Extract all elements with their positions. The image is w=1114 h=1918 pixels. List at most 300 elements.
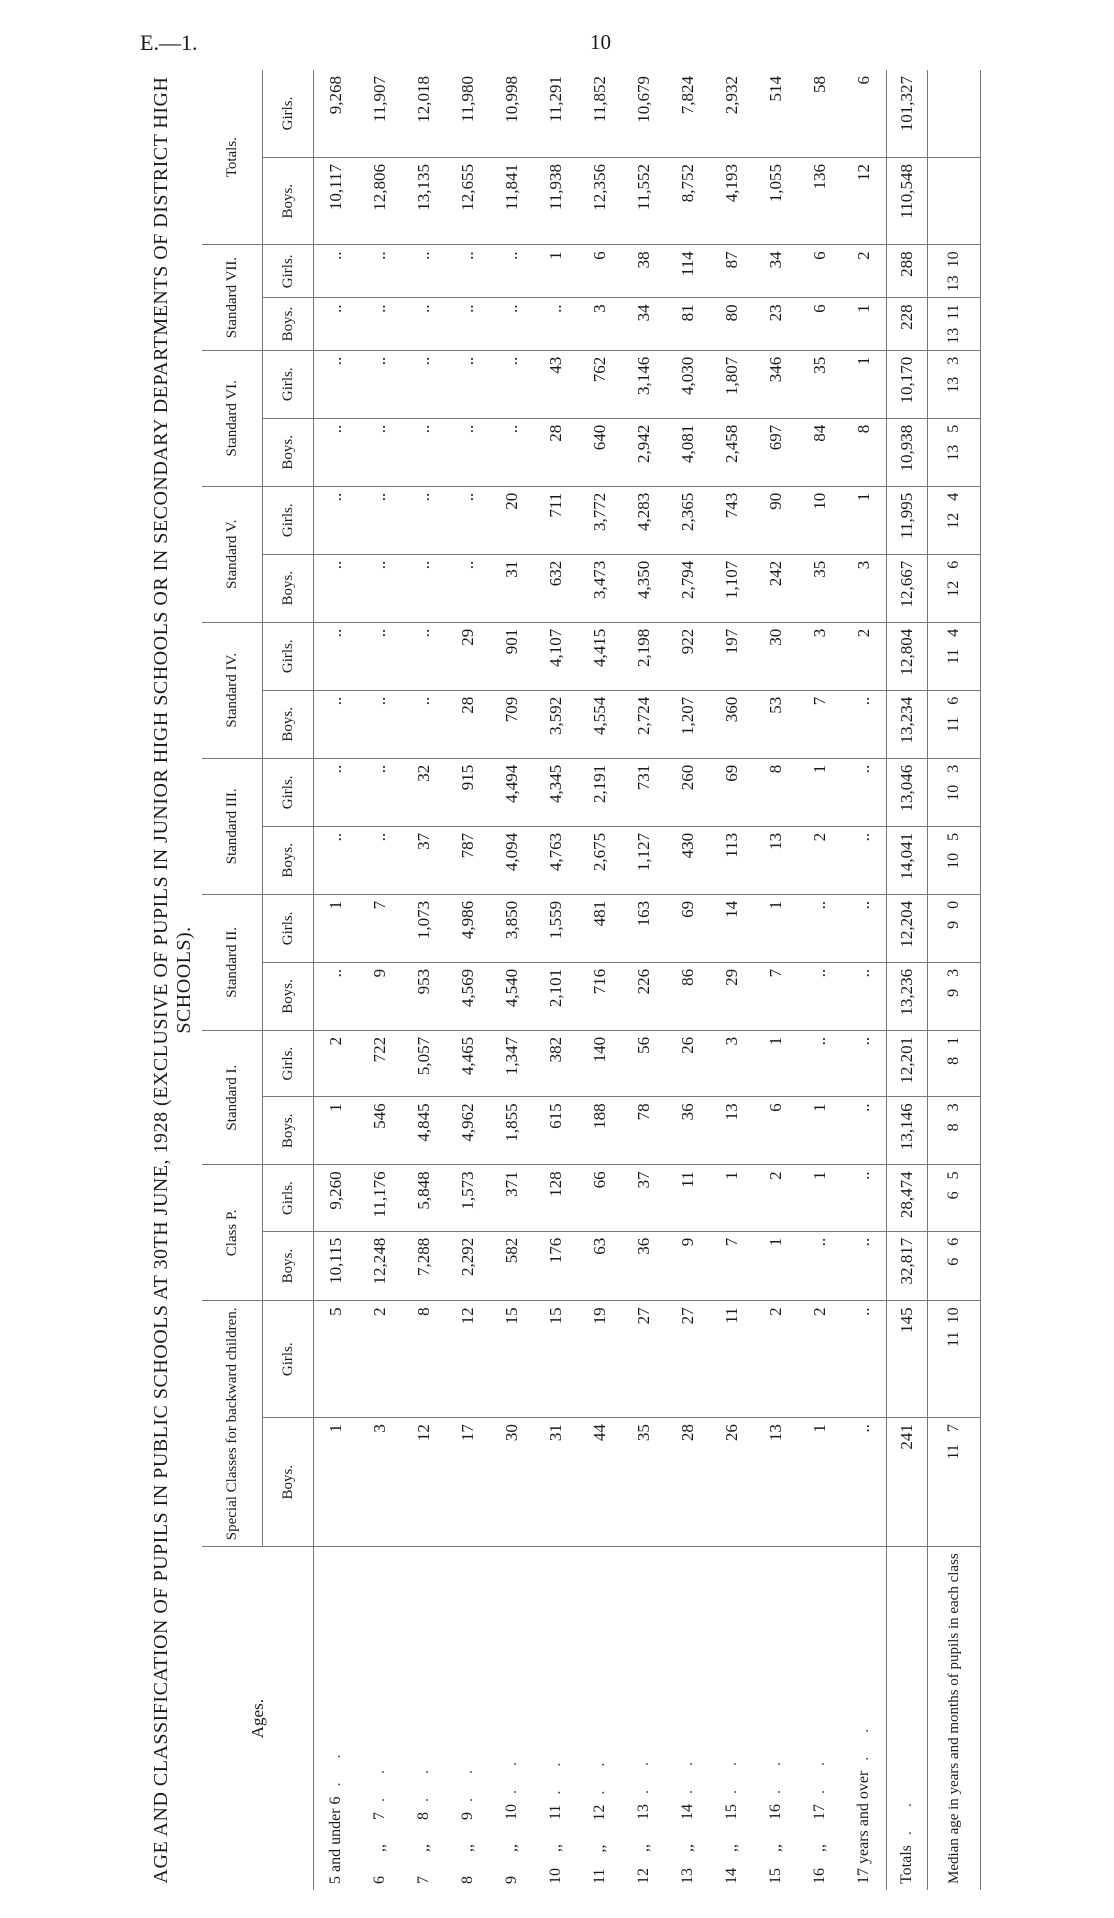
table-cell: 6 [798, 245, 842, 298]
table-cell: .. [842, 1030, 887, 1096]
table-cell: 27 [666, 1301, 710, 1418]
table-cell: 10,998 [490, 70, 534, 158]
leader-dots: . . [415, 1760, 432, 1802]
table-cell: 5,848 [402, 1165, 446, 1231]
table-cell: .. [402, 418, 446, 486]
table-cell: .. [314, 758, 359, 826]
table-cell: 140 [578, 1030, 622, 1096]
table-cell: 28 [446, 690, 490, 758]
row-label [666, 1547, 710, 1890]
table-cell: 4,554 [578, 690, 622, 758]
table-row [358, 70, 402, 1890]
table-cell [928, 70, 981, 158]
row-label-text: 7 ,, 8 [415, 1812, 432, 1884]
group-header-0: Special Classes for backward children. [202, 1301, 263, 1547]
table-row [490, 70, 534, 1890]
table-cell: .. [314, 826, 359, 894]
median-row [928, 70, 981, 1890]
table-cell: 136 [798, 158, 842, 245]
table-cell: .. [402, 622, 446, 690]
leader-dots: . . [811, 1752, 828, 1794]
table-cell: 3,592 [534, 690, 578, 758]
table-cell: 11,841 [490, 158, 534, 245]
row-label [710, 1547, 754, 1890]
table-cell: .. [446, 486, 490, 554]
row-label [446, 1547, 490, 1890]
table-cell: 4,193 [710, 158, 754, 245]
table-cell: 2,101 [534, 962, 578, 1030]
table-cell: .. [490, 245, 534, 298]
table-cell: 10,117 [314, 158, 359, 245]
table-cell: 1 [754, 1231, 798, 1301]
row-label-text: 11 ,, 12 [591, 1804, 608, 1884]
table-cell: 711 [534, 486, 578, 554]
leader-dots: . . [503, 1752, 520, 1794]
table-cell: 4,107 [534, 622, 578, 690]
table-cell: 481 [578, 894, 622, 962]
table-cell: .. [358, 758, 402, 826]
table-cell: 13 [754, 826, 798, 894]
table-cell: 4,345 [534, 758, 578, 826]
boys-header: Boys. [263, 298, 314, 350]
row-label-text: Median age in years and months of pupils in each class [945, 1553, 962, 1884]
table-cell: .. [358, 298, 402, 350]
group-header-4: Standard III. [202, 758, 263, 894]
table-cell: 13,146 [887, 1097, 928, 1165]
table-cell: 1 [842, 350, 887, 418]
table-cell: 11,176 [358, 1165, 402, 1231]
table-cell: 6 [754, 1097, 798, 1165]
table-cell: 26 [666, 1030, 710, 1096]
leader-dots: . . [855, 1718, 872, 1761]
table-cell: 3,772 [578, 486, 622, 554]
row-label [314, 1547, 359, 1890]
table-cell: 3 [578, 298, 622, 350]
table-cell: 29 [710, 962, 754, 1030]
table-cell: 53 [754, 690, 798, 758]
table-cell: 28 [666, 1418, 710, 1547]
table-row [578, 70, 622, 1890]
table-cell: 3,850 [490, 894, 534, 962]
table-cell: 4,415 [578, 622, 622, 690]
table-cell: 2,458 [710, 418, 754, 486]
table-cell: 6 6 [928, 1231, 981, 1301]
girls-header: Girls. [263, 1165, 314, 1231]
group-header-6: Standard V. [202, 486, 263, 622]
table-row [798, 70, 842, 1890]
table-cell: 56 [622, 1030, 666, 1096]
table-cell: 241 [887, 1418, 928, 1547]
table-cell: 29 [446, 622, 490, 690]
row-label [887, 1547, 928, 1890]
table-cell: 1,559 [534, 894, 578, 962]
leader-dots: . . [547, 1752, 564, 1795]
table-cell: 1,347 [490, 1030, 534, 1096]
table-cell: 228 [887, 298, 928, 350]
leader-dots: . . [679, 1752, 696, 1794]
table-cell: 514 [754, 70, 798, 158]
table-cell: 1 [842, 298, 887, 350]
table-cell: .. [314, 245, 359, 298]
row-label [534, 1547, 578, 1890]
table-cell: 27 [622, 1301, 666, 1418]
table-cell: .. [358, 245, 402, 298]
table-cell: 43 [534, 350, 578, 418]
table-cell: 13 3 [928, 350, 981, 418]
table-cell: 709 [490, 690, 534, 758]
table-cell: 13 [710, 1097, 754, 1165]
table-cell: 63 [578, 1231, 622, 1301]
table-cell: 346 [754, 350, 798, 418]
table-cell: .. [490, 350, 534, 418]
table-cell: .. [490, 418, 534, 486]
table-cell: 15 [490, 1301, 534, 1418]
table-cell: 11,980 [446, 70, 490, 158]
boys-header: Boys. [263, 418, 314, 486]
table-cell: 1 [534, 245, 578, 298]
girls-header: Girls. [263, 70, 314, 158]
table-cell: .. [358, 622, 402, 690]
row-label [358, 1547, 402, 1890]
table-row [842, 70, 887, 1890]
table-cell: 36 [666, 1097, 710, 1165]
table-cell: 640 [578, 418, 622, 486]
table-cell: 13,234 [887, 690, 928, 758]
table-cell: 3 [842, 554, 887, 622]
table-cell: 4,494 [490, 758, 534, 826]
page-title: AGE AND CLASSIFICATION OF PUPILS IN PUBLIC SCHOOLS AT 30TH JUNE, 1928 (EXCLUSIVE OF PUPILS IN JUNIOR HIGH SCHOOLS OR IN SECONDARY DEPARTMENTS OF DISTRICT HIGH SCHOOLS). [150, 76, 195, 1884]
table-cell: 23 [754, 298, 798, 350]
table-cell: 3 [798, 622, 842, 690]
table-cell: .. [842, 1097, 887, 1165]
table-cell: 163 [622, 894, 666, 962]
table-cell: 3,473 [578, 554, 622, 622]
row-label-text: 16 ,, 17 [811, 1804, 828, 1884]
girls-header: Girls. [263, 245, 314, 298]
row-label [490, 1547, 534, 1890]
table-cell: 14,041 [887, 826, 928, 894]
table-cell: 2 [798, 826, 842, 894]
table-cell: 2 [798, 1301, 842, 1418]
group-header-8: Standard VII. [202, 245, 263, 350]
table-cell: 8 3 [928, 1097, 981, 1165]
table-cell: .. [842, 1301, 887, 1418]
table-cell: 12,248 [358, 1231, 402, 1301]
table-cell: .. [842, 690, 887, 758]
leader-dots: . . [635, 1752, 652, 1794]
table-cell: 4,986 [446, 894, 490, 962]
table-cell: .. [314, 962, 359, 1030]
table-cell: 1 [314, 894, 359, 962]
table-cell: 10,115 [314, 1231, 359, 1301]
table-cell: .. [490, 298, 534, 350]
table-cell: 1 [798, 1418, 842, 1547]
table-cell: 1 [314, 1418, 359, 1547]
table-cell: 8 [842, 418, 887, 486]
rotated-content [150, 70, 1110, 1890]
table-cell: 4,094 [490, 826, 534, 894]
table-cell: 922 [666, 622, 710, 690]
table-cell: .. [358, 554, 402, 622]
table-cell: 1,055 [754, 158, 798, 245]
table-cell: 582 [490, 1231, 534, 1301]
page-number: 10 [590, 30, 611, 54]
table-cell: 371 [490, 1165, 534, 1231]
table-row [534, 70, 578, 1890]
table-cell: 1,573 [446, 1165, 490, 1231]
boys-header: Boys. [263, 554, 314, 622]
table-cell: 37 [622, 1165, 666, 1231]
table-cell: 5 [314, 1301, 359, 1418]
table-cell: 58 [798, 70, 842, 158]
row-label [842, 1547, 887, 1890]
table-cell: 3 [710, 1030, 754, 1096]
table-cell: 2 [754, 1165, 798, 1231]
table-cell: 716 [578, 962, 622, 1030]
table-cell: 632 [534, 554, 578, 622]
table-row [622, 70, 666, 1890]
table-cell: .. [314, 554, 359, 622]
table-cell: 1,855 [490, 1097, 534, 1165]
table-cell: 13 11 [928, 298, 981, 350]
table-cell: 2 [842, 245, 887, 298]
table-cell: 4,030 [666, 350, 710, 418]
table-cell: 226 [622, 962, 666, 1030]
table-cell: 12,667 [887, 554, 928, 622]
table-cell: .. [402, 690, 446, 758]
table-cell: 78 [622, 1097, 666, 1165]
table-row [446, 70, 490, 1890]
table-cell: 11,938 [534, 158, 578, 245]
table-cell: 69 [710, 758, 754, 826]
row-label-text: 10 ,, 11 [547, 1804, 564, 1884]
table-cell: .. [842, 1231, 887, 1301]
table-cell: .. [446, 350, 490, 418]
table-cell: 44 [578, 1418, 622, 1547]
table-cell: 2 [358, 1301, 402, 1418]
row-label-text: 8 ,, 9 [459, 1812, 476, 1884]
row-label-text: 12 ,, 13 [635, 1804, 652, 1884]
table-cell: 953 [402, 962, 446, 1030]
table-cell: 2,365 [666, 486, 710, 554]
table-cell: 12,018 [402, 70, 446, 158]
leader-dots: . . [327, 1744, 344, 1787]
table-cell: 37 [402, 826, 446, 894]
table-cell: 10 [798, 486, 842, 554]
table-cell: .. [446, 418, 490, 486]
table-cell: 30 [754, 622, 798, 690]
girls-header: Girls. [263, 486, 314, 554]
table-cell: 8 [754, 758, 798, 826]
table-cell: 9 [666, 1231, 710, 1301]
table-cell: .. [358, 350, 402, 418]
group-header-5: Standard IV. [202, 622, 263, 758]
table-cell: 260 [666, 758, 710, 826]
table-cell: 7 [358, 894, 402, 962]
table-cell: 11,907 [358, 70, 402, 158]
table-cell: .. [798, 1030, 842, 1096]
girls-header: Girls. [263, 1030, 314, 1096]
table-cell [928, 158, 981, 245]
table-cell: 32,817 [887, 1231, 928, 1301]
table-cell: 10 3 [928, 758, 981, 826]
table-cell: 12 [842, 158, 887, 245]
table-cell: 17 [446, 1418, 490, 1547]
table-cell: 2,191 [578, 758, 622, 826]
table-cell: 9,260 [314, 1165, 359, 1231]
table-cell: 288 [887, 245, 928, 298]
table-cell: 4,081 [666, 418, 710, 486]
table-cell: 10,679 [622, 70, 666, 158]
table-cell: 11 10 [928, 1301, 981, 1418]
table-cell: 1 [798, 1097, 842, 1165]
table-cell: 13,236 [887, 962, 928, 1030]
table-cell: 242 [754, 554, 798, 622]
table-cell: 9 0 [928, 894, 981, 962]
totals-row [887, 70, 928, 1890]
table-cell: 113 [710, 826, 754, 894]
table-cell: 12,204 [887, 894, 928, 962]
table-cell: .. [402, 554, 446, 622]
table-cell: 38 [622, 245, 666, 298]
table-cell: 10,938 [887, 418, 928, 486]
table-cell: .. [402, 486, 446, 554]
row-label [578, 1547, 622, 1890]
leader-dots: . . [767, 1752, 784, 1794]
table-cell: 20 [490, 486, 534, 554]
table-cell: .. [314, 690, 359, 758]
row-label-text: 9 ,, 10 [503, 1804, 520, 1884]
table-cell: 7,824 [666, 70, 710, 158]
table-cell: 114 [666, 245, 710, 298]
row-label-text: 5 and under 6 [327, 1796, 344, 1884]
table-cell: 15 [534, 1301, 578, 1418]
girls-header: Girls. [263, 1301, 314, 1418]
table-cell: 4,845 [402, 1097, 446, 1165]
table-cell: 13 5 [928, 418, 981, 486]
boys-header: Boys. [263, 826, 314, 894]
table-cell: 1 [798, 758, 842, 826]
boys-header: Boys. [263, 1097, 314, 1165]
table-cell: 128 [534, 1165, 578, 1231]
table-cell: 4,763 [534, 826, 578, 894]
girls-header: Girls. [263, 622, 314, 690]
table-cell: .. [798, 1231, 842, 1301]
table-cell: 1 [842, 486, 887, 554]
girls-header: Girls. [263, 894, 314, 962]
table-cell: 2,198 [622, 622, 666, 690]
table-cell: .. [798, 962, 842, 1030]
table-cell: 615 [534, 1097, 578, 1165]
table-cell: 5,057 [402, 1030, 446, 1096]
table-cell: 4,962 [446, 1097, 490, 1165]
table-cell: 743 [710, 486, 754, 554]
table-cell: 7 [798, 690, 842, 758]
boys-header: Boys. [263, 962, 314, 1030]
table-cell: 1,207 [666, 690, 710, 758]
table-cell: 12 [402, 1418, 446, 1547]
table-cell: .. [446, 554, 490, 622]
row-label [754, 1547, 798, 1890]
table-cell: 80 [710, 298, 754, 350]
row-label-text: 14 ,, 15 [723, 1804, 740, 1884]
table-row [314, 70, 359, 1890]
table-cell: .. [314, 622, 359, 690]
table-cell: 69 [666, 894, 710, 962]
table-cell: 12,804 [887, 622, 928, 690]
boys-header: Boys. [263, 1418, 314, 1547]
table-cell: 11,995 [887, 486, 928, 554]
table-cell: 31 [534, 1418, 578, 1547]
table-cell: .. [798, 894, 842, 962]
table-cell: 8,752 [666, 158, 710, 245]
table-cell: 722 [358, 1030, 402, 1096]
girls-header: Girls. [263, 350, 314, 418]
table-cell: 176 [534, 1231, 578, 1301]
table-cell: 34 [622, 298, 666, 350]
group-header-3: Standard II. [202, 894, 263, 1030]
table-cell: 13,046 [887, 758, 928, 826]
table-cell: 14 [710, 894, 754, 962]
table-cell: 31 [490, 554, 534, 622]
table-cell: 28,474 [887, 1165, 928, 1231]
table-cell: .. [446, 298, 490, 350]
table-cell: .. [358, 826, 402, 894]
table-cell: 12,806 [358, 158, 402, 245]
table-cell: 2,292 [446, 1231, 490, 1301]
table-cell: 4,465 [446, 1030, 490, 1096]
table-cell: 1,807 [710, 350, 754, 418]
table-cell: 12 4 [928, 486, 981, 554]
table-cell: 35 [798, 554, 842, 622]
table-cell: 87 [710, 245, 754, 298]
table-cell: 7 [710, 1231, 754, 1301]
group-header-7: Standard VI. [202, 350, 263, 486]
table-cell: 1,073 [402, 894, 446, 962]
table-cell: 7,288 [402, 1231, 446, 1301]
table-cell: 4,283 [622, 486, 666, 554]
table-cell: 10,170 [887, 350, 928, 418]
table-cell: 10 5 [928, 826, 981, 894]
table-cell: 145 [887, 1301, 928, 1418]
table-cell: 360 [710, 690, 754, 758]
boys-header: Boys. [263, 1231, 314, 1301]
age-classification-table [202, 70, 981, 1890]
table-cell: 8 1 [928, 1030, 981, 1096]
table-cell: 4,569 [446, 962, 490, 1030]
table-cell: 9,268 [314, 70, 359, 158]
table-cell: 11 4 [928, 622, 981, 690]
table-cell: .. [842, 1165, 887, 1231]
table-cell: 26 [710, 1418, 754, 1547]
table-cell: .. [842, 962, 887, 1030]
table-cell: .. [314, 486, 359, 554]
table-cell: 11 6 [928, 690, 981, 758]
table-cell: 110,548 [887, 158, 928, 245]
table-cell: .. [402, 245, 446, 298]
table-cell: 787 [446, 826, 490, 894]
table-cell: .. [402, 350, 446, 418]
table-cell: 1,107 [710, 554, 754, 622]
group-header-9: Totals. [202, 70, 263, 245]
group-header-1: Class P. [202, 1165, 263, 1301]
leader-dots: . . [591, 1752, 608, 1795]
table-cell: .. [358, 690, 402, 758]
table-cell: .. [842, 894, 887, 962]
table-cell: 1 [754, 1030, 798, 1096]
table-cell: 3,146 [622, 350, 666, 418]
table-cell: 2,675 [578, 826, 622, 894]
